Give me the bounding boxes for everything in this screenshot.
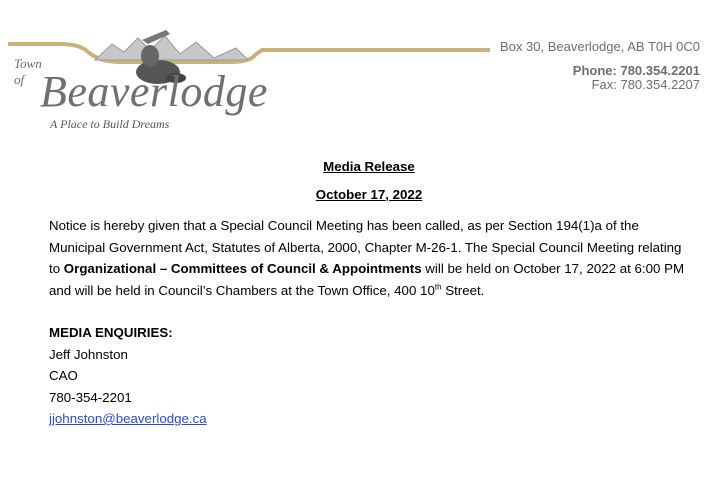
logo-tagline: A Place to Build Dreams [50,117,170,131]
media-enquiries [49,322,689,430]
release-title: Media Release [323,159,415,174]
mailing-address: Box 30, Beaverlodge, AB T0H 0C0 [500,39,700,54]
logo-name-text: Beaverlodge [40,67,268,116]
contact-name: Jeff Johnston [49,346,128,362]
logo-town-text: Town [14,56,42,71]
enquiries-heading: MEDIA ENQUIRIES: [49,325,173,340]
body-text-part2: will be held on October 17, 2022 at 6:00 PM and will be held in Council’s Chambers at the Town Office, 400 10 [49,261,685,298]
release-content [49,150,689,430]
office-fax: Fax: 780.354.2207 [591,77,700,92]
body-text-part1: Notice is hereby given that a Special Council Meeting has been called, as per Section 194(1)a of the Municipal Government Act, Statutes of Alberta, 2000, Chapter M-26-1. The Special Council Meeting relating to [49,218,682,276]
contact-email-link[interactable]: jjohnston@beaverlodge.ca [49,411,207,426]
body-text-superscript: th [434,282,442,292]
contact-title: CAO [49,368,78,383]
office-phone: Phone: 780.354.2201 [572,63,700,78]
body-text-part3: Street. [441,282,485,298]
release-date: October 17, 2022 [315,186,423,202]
logo-of-text: of [14,72,25,87]
letterhead [0,0,720,140]
body-text-bold: Organizational – Committees of Council & Appointments [63,261,422,276]
contact-block [500,40,700,92]
contact-phone: 780-354-2201 [49,389,132,405]
release-body [49,215,689,301]
